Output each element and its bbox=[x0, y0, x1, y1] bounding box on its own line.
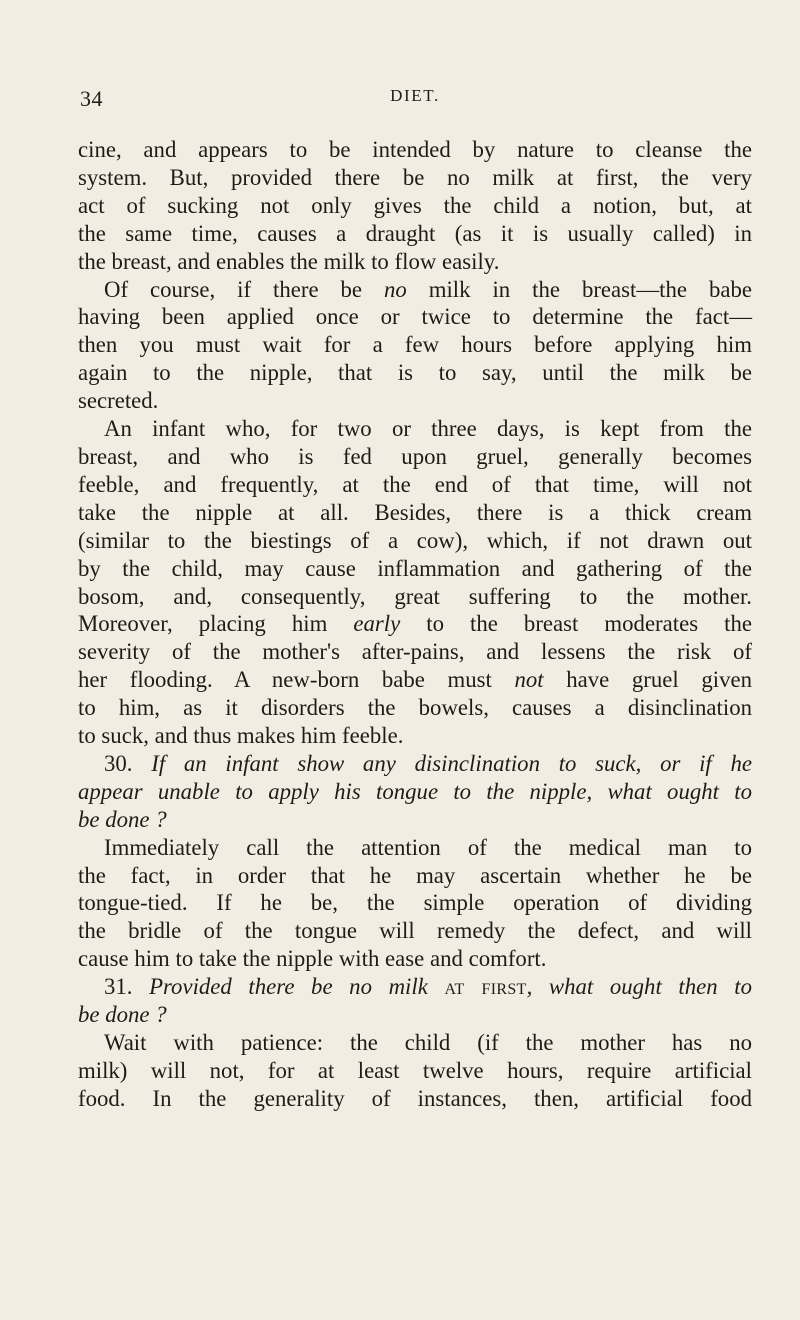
text-line: act of sucking not only gives the child a notion, but, at bbox=[78, 192, 752, 218]
text-line: Wait with patience: the child (if the mother has no bbox=[104, 1030, 752, 1055]
text-line: having been applied once or twice to determine the fact— bbox=[78, 304, 752, 330]
text-line: the breast, and enables the milk to flow easily. bbox=[78, 248, 500, 274]
text-line: take the nipple at all. Besides, there is a thick cream bbox=[78, 499, 752, 525]
text-line: the bridle of the tongue will remedy the defect, and will bbox=[78, 918, 752, 944]
question-number: 31. bbox=[104, 974, 150, 1000]
text-line: (similar to the biestings of a cow), which, if not drawn out bbox=[78, 527, 752, 553]
running-title: DIET. bbox=[390, 86, 440, 105]
text-line: cine, and appears to be intended by nature to cleanse the bbox=[78, 137, 752, 162]
text-line: breast, and who is fed upon gruel, generally becomes bbox=[78, 443, 752, 469]
text-line: food. In the generality of instances, then, artificial food bbox=[78, 1085, 752, 1111]
text-line: Moreover, placing him early to the breast moderates the bbox=[78, 611, 752, 637]
question-line: 31. Provided there be no milk at first, what ought then to bbox=[104, 974, 752, 1000]
text-line: bosom, and, consequently, great suffering to the mother. bbox=[78, 583, 752, 609]
question-line: be done ? bbox=[78, 1002, 167, 1028]
text-line: feeble, and frequently, at the end of that time, will not bbox=[78, 471, 752, 497]
text-line: the fact, in order that he may ascertain whether he be bbox=[78, 862, 752, 888]
text-line: then you must wait for a few hours before applying him bbox=[78, 332, 752, 358]
text-line: secreted. bbox=[78, 388, 159, 414]
text-line: milk) will not, for at least twelve hours, require artificial bbox=[78, 1057, 752, 1083]
text-line: Immediately call the attention of the medical man to bbox=[104, 834, 752, 860]
text-line: cause him to take the nipple with ease and comfort. bbox=[78, 946, 547, 972]
body-text bbox=[78, 136, 752, 1113]
text-line: system. But, provided there be no milk at first, the very bbox=[78, 164, 752, 190]
text-line: by the child, may cause inflammation and gathering of the bbox=[78, 555, 752, 581]
text-line: her flooding. A new-born babe must not have gruel given bbox=[78, 667, 752, 693]
text-line: tongue-tied. If he be, the simple operation of dividing bbox=[78, 890, 752, 916]
text-line: the same time, causes a draught (as it is usually called) in bbox=[78, 220, 752, 246]
text-line: Of course, if there be no milk in the breast—the babe bbox=[104, 276, 752, 302]
text-line: to him, as it disorders the bowels, causes a disinclination bbox=[78, 695, 752, 721]
question-line: 30. If an infant show any disinclination to suck, or if he bbox=[104, 750, 752, 776]
text-line: to suck, and thus makes him feeble. bbox=[78, 723, 404, 749]
text-line: severity of the mother's after-pains, and lessens the risk of bbox=[78, 639, 752, 665]
text-line: An infant who, for two or three days, is kept from the bbox=[104, 416, 752, 442]
text-line: again to the nipple, that is to say, until the milk be bbox=[78, 360, 752, 386]
question-line: appear unable to apply his tongue to the nipple, what ought to bbox=[78, 778, 752, 804]
question-number: 30. bbox=[104, 750, 152, 776]
question-line: be done ? bbox=[78, 806, 167, 832]
page-number: 34 bbox=[80, 86, 103, 111]
running-head bbox=[80, 86, 750, 112]
